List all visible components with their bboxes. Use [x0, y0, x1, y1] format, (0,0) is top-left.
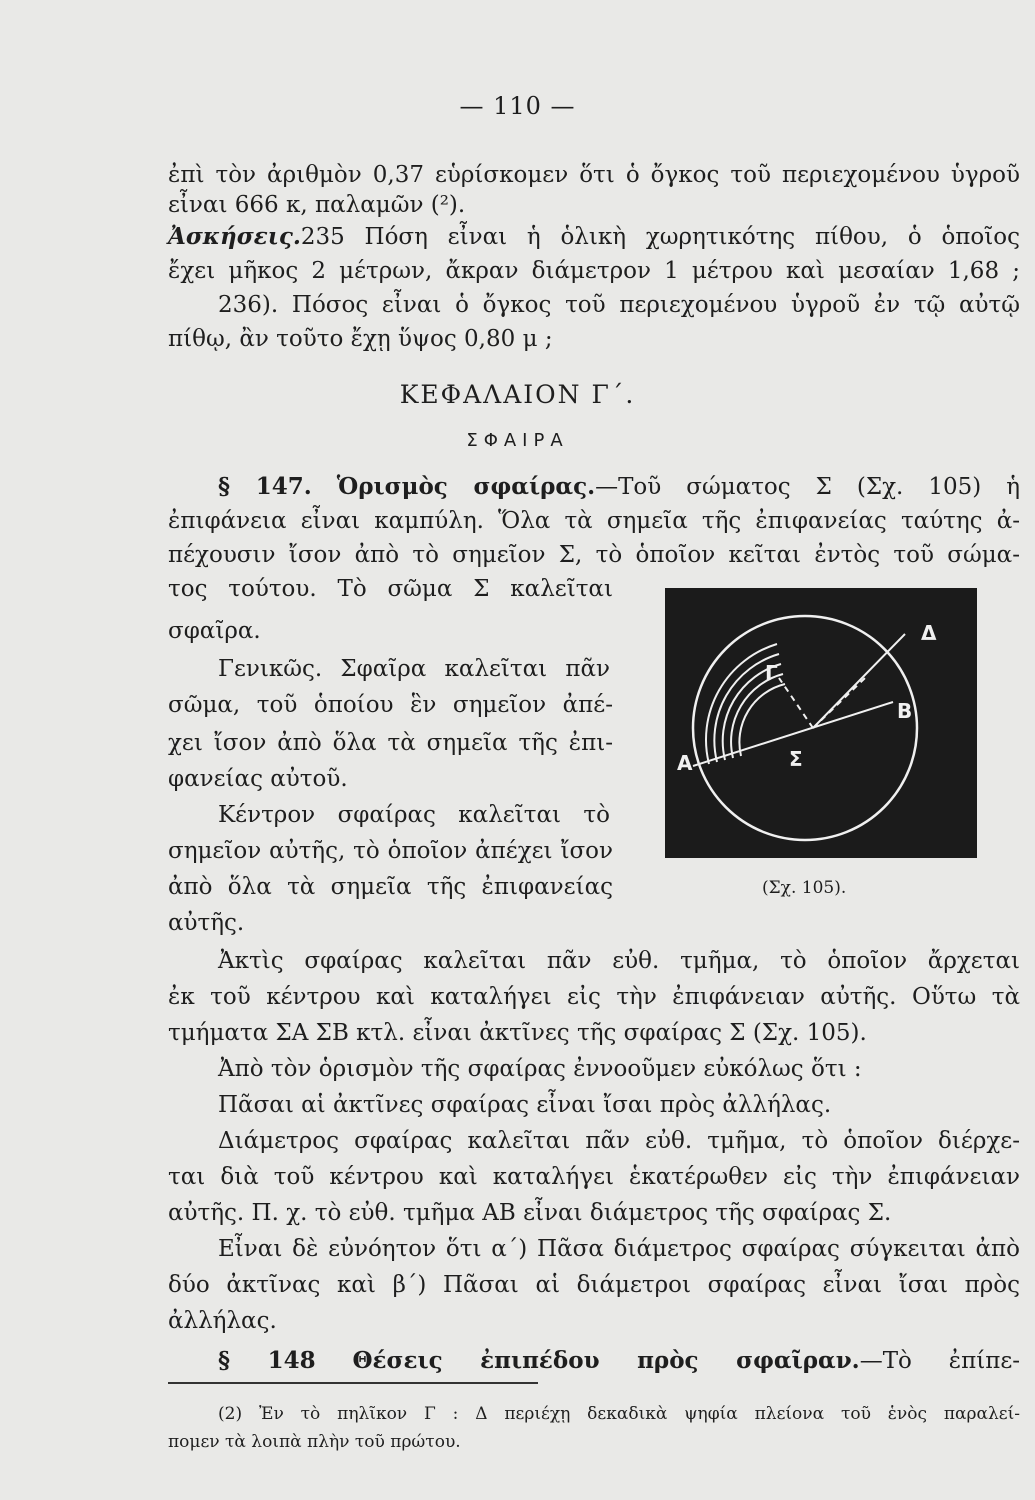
exercises-text: 235 Πόση εἶναι ἡ ὁλικὴ χωρητικότης πίθου, ὁ ὁποῖος [300, 224, 1020, 250]
text-line: πίθῳ, ἂν τοῦτο ἔχῃ ὕψος 0,80 μ ; [168, 326, 553, 352]
text-line: σῶμα, τοῦ ὁποίου ἓν σημεῖον ἀπέ- [168, 692, 613, 718]
text-line: ἔχει μῆκος 2 μέτρων, ἄκραν διάμετρον 1 μέτρου καὶ μεσαίαν 1,68 ; [168, 258, 1020, 284]
text-line: ται διὰ τοῦ κέντρου καὶ καταλήγει ἑκατέρωθεν εἰς τὴν ἐπιφάνειαν [168, 1164, 1020, 1190]
text-line: ἐπὶ τὸν ἀριθμὸν 0,37 εὑρίσκομεν ὅτι ὁ ὄγκος τοῦ περιεχομένου ὑγροῦ [168, 162, 1020, 188]
section-text: —Τὸ ἐπίπε- [859, 1348, 1021, 1374]
chapter-title: ΚΕΦΑΛΑΙΟΝ Γ΄. [399, 380, 636, 409]
section-title: Θέσεις ἐπιπέδου πρὸς σφαῖραν. [352, 1347, 860, 1374]
dashed-radius [779, 678, 813, 728]
text-line: δύο ἀκτῖνας καὶ β΄) Πᾶσαι αἱ διάμετροι σφαίρας εἶναι ἴσαι πρὸς [168, 1272, 1020, 1298]
text-line: Εἶναι δὲ εὐνόητον ὅτι α΄) Πᾶσα διάμετρος σφαίρας σύγκειται ἀπὸ [218, 1236, 1020, 1262]
text-line: Κέντρον σφαίρας καλεῖται τὸ [218, 802, 610, 828]
label-D: Δ [921, 621, 937, 645]
text-line: Πᾶσαι αἱ ἀκτῖνες σφαίρας εἶναι ἴσαι πρὸς ἀλλήλας. [218, 1092, 832, 1118]
text-line: Γενικῶς. Σφαῖρα καλεῖται πᾶν [218, 656, 610, 682]
footnote-divider [168, 1382, 538, 1384]
text-line: ἐπιφάνεια εἶναι καμπύλη. Ὅλα τὰ σημεῖα τῆς ἐπιφανείας ταύτης ἀ- [168, 508, 1020, 534]
sphere-outline [693, 616, 917, 840]
text-line: Ἀπὸ τὸν ὁρισμὸν τῆς σφαίρας ἐννοοῦμεν εὐκόλως ὅτι : [218, 1056, 862, 1082]
chapter-subtitle: ΣΦΑΙΡΑ [466, 430, 569, 451]
section-148-heading [218, 1346, 1020, 1376]
sphere-figure [665, 588, 977, 858]
text-line: φανείας αὐτοῦ. [168, 766, 348, 792]
label-S: Σ [789, 747, 803, 771]
text-line: σημεῖον αὐτῆς, τὸ ὁποῖον ἀπέχει ἴσον [168, 838, 613, 864]
label-A: Α [677, 751, 693, 775]
text-line: αὐτῆς. [168, 910, 245, 936]
text-line: πέχουσιν ἴσον ἀπὸ τὸ σημεῖον Σ, τὸ ὁποῖον κεῖται ἐντὸς τοῦ σώμα- [168, 542, 1020, 568]
text-line: Ἀκτὶς σφαίρας καλεῖται πᾶν εὐθ. τμῆμα, τὸ ὁποῖον ἄρχεται [218, 948, 1020, 974]
exercises-line [168, 222, 1020, 252]
section-title: Ὁρισμὸς σφαίρας. [336, 473, 596, 500]
arc-shading [739, 684, 785, 756]
text-line: τος τούτου. Τὸ σῶμα Σ καλεῖται [168, 576, 613, 602]
section-number: § 147. [218, 473, 312, 500]
page-number: — 110 — [459, 92, 576, 120]
text-line: ἀλλήλας. [168, 1308, 277, 1334]
sphere-diagram [665, 588, 977, 858]
section-number: § 148 [218, 1347, 316, 1374]
text-line: τμήματα ΣΑ ΣΒ κτλ. εἶναι ἀκτῖνες τῆς σφαίρας Σ (Σχ. 105). [168, 1020, 867, 1046]
text-line: σφαῖρα. [168, 618, 261, 644]
text-line: εἶναι 666 κ, παλαμῶν (²). [168, 192, 466, 218]
section-147-heading [218, 472, 1020, 502]
text-line: ἀπὸ ὅλα τὰ σημεῖα τῆς ἐπιφανείας [168, 874, 613, 900]
label-B: Β [897, 699, 913, 723]
footnote-line: πομεν τὰ λοιπὰ πλὴν τοῦ πρώτου. [168, 1432, 461, 1452]
text-line: 236). Πόσος εἶναι ὁ ὄγκος τοῦ περιεχομένου ὑγροῦ ἐν τῷ αὐτῷ [218, 292, 1020, 318]
figure-caption: (Σχ. 105). [762, 878, 847, 898]
exercises-label: Ἀσκήσεις. [168, 223, 301, 250]
text-line: Διάμετρος σφαίρας καλεῖται πᾶν εὐθ. τμῆμα, τὸ ὁποῖον διέρχε- [218, 1128, 1020, 1154]
footnote-line: (2) Ἐν τὸ πηλῖκον Γ : Δ περιέχῃ δεκαδικὰ ψηφία πλείονα τοῦ ἑνὸς παραλεί- [218, 1404, 1020, 1424]
text-line: ἐκ τοῦ κέντρου καὶ καταλήγει εἰς τὴν ἐπιφάνειαν αὐτῆς. Οὕτω τὰ [168, 984, 1020, 1010]
text-line: αὐτῆς. Π. χ. τὸ εὐθ. τμῆμα ΑΒ εἶναι διάμετρος τῆς σφαίρας Σ. [168, 1200, 892, 1226]
section-text: —Τοῦ σώματος Σ (Σχ. 105) ἡ [595, 474, 1021, 500]
label-G: Γ [765, 661, 778, 685]
text-line: χει ἴσον ἀπὸ ὅλα τὰ σημεῖα τῆς ἐπι- [168, 730, 613, 756]
